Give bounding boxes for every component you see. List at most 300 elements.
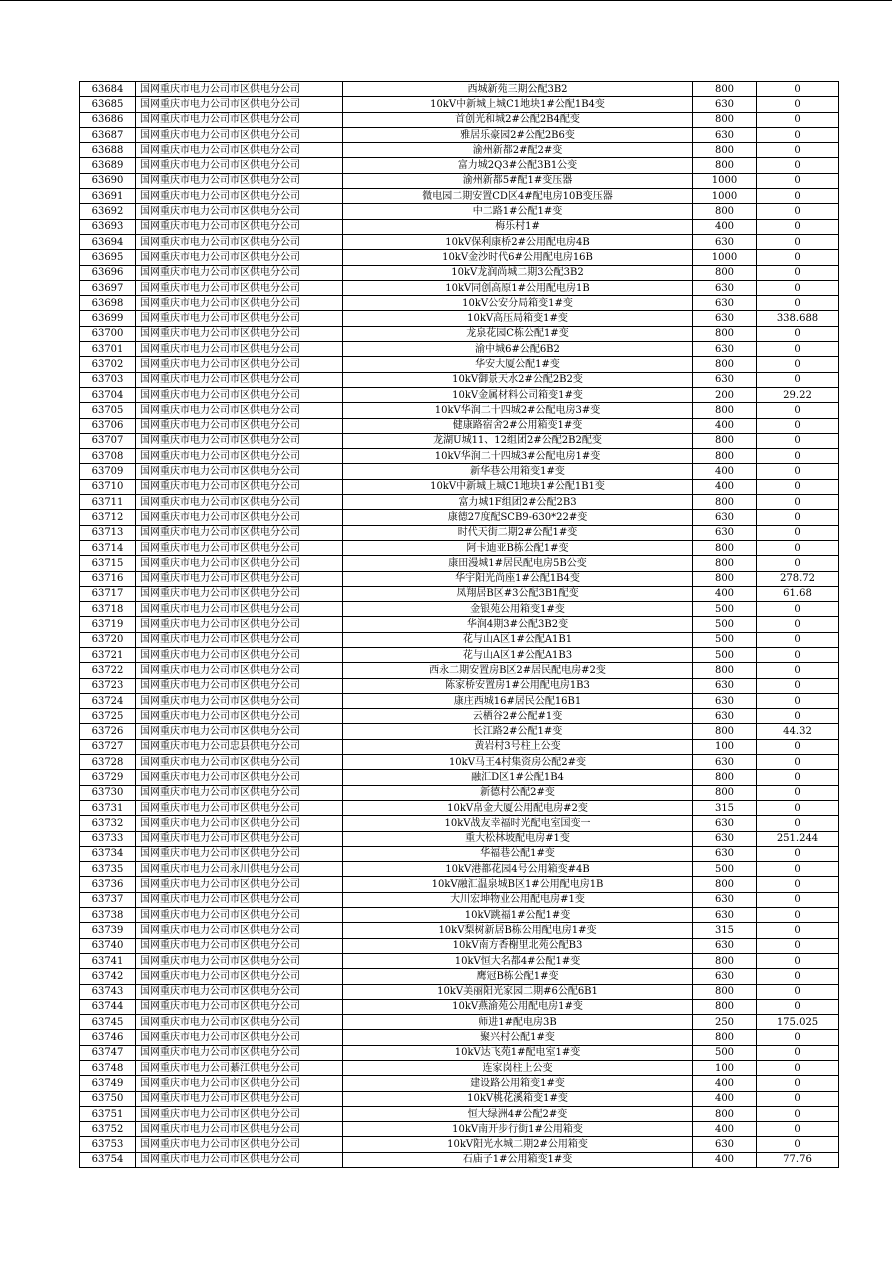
- table-row: [80, 265, 839, 280]
- table-row: [80, 785, 839, 800]
- table-row: [80, 189, 839, 204]
- row-id-cell: 63684: [80, 82, 136, 97]
- capacity-cell: 800: [693, 1030, 757, 1045]
- capacity-cell: 500: [693, 602, 757, 617]
- value-cell: 0: [757, 464, 839, 479]
- table-row: [80, 403, 839, 418]
- row-id-cell: 63686: [80, 112, 136, 127]
- company-cell: 国网重庆市电力公司市区供电分公司: [136, 663, 343, 678]
- company-cell: 国网重庆市电力公司市区供电分公司: [136, 525, 343, 540]
- table-row: [80, 1122, 839, 1137]
- station-name-cell: 富力城2Q3#公配3B1公变: [343, 158, 693, 173]
- row-id-cell: 63727: [80, 739, 136, 754]
- station-name-cell: 10kV达飞苑1#配电室1#变: [343, 1045, 693, 1060]
- row-id-cell: 63712: [80, 510, 136, 525]
- row-id-cell: 63751: [80, 1106, 136, 1121]
- capacity-cell: 800: [693, 326, 757, 341]
- table-row: [80, 862, 839, 877]
- capacity-cell: 630: [693, 1137, 757, 1152]
- value-cell: 0: [757, 296, 839, 311]
- value-cell: 0: [757, 969, 839, 984]
- company-cell: 国网重庆市电力公司市区供电分公司: [136, 1152, 343, 1167]
- company-cell: 国网重庆市电力公司市区供电分公司: [136, 800, 343, 815]
- capacity-cell: 400: [693, 586, 757, 601]
- row-id-cell: 63725: [80, 709, 136, 724]
- table-row: [80, 831, 839, 846]
- station-name-cell: 10kV同创高原1#公用配电房1B: [343, 280, 693, 295]
- company-cell: 国网重庆市电力公司市区供电分公司: [136, 693, 343, 708]
- table-row: [80, 724, 839, 739]
- value-cell: 0: [757, 189, 839, 204]
- value-cell: 0: [757, 82, 839, 97]
- company-cell: 国网重庆市电力公司市区供电分公司: [136, 1030, 343, 1045]
- station-name-cell: 10kV中新城上城C1地块1#公配1B1变: [343, 479, 693, 494]
- table-row: [80, 479, 839, 494]
- capacity-cell: 630: [693, 908, 757, 923]
- row-id-cell: 63714: [80, 540, 136, 555]
- capacity-cell: 630: [693, 311, 757, 326]
- company-cell: 国网重庆市电力公司市区供电分公司: [136, 418, 343, 433]
- company-cell: 国网重庆市电力公司市区供电分公司: [136, 892, 343, 907]
- station-name-cell: 10kV南方香榭里北苑公配B3: [343, 938, 693, 953]
- capacity-cell: 630: [693, 846, 757, 861]
- row-id-cell: 63735: [80, 862, 136, 877]
- company-cell: 国网重庆市电力公司市区供电分公司: [136, 1076, 343, 1091]
- value-cell: 29.22: [757, 387, 839, 402]
- row-id-cell: 63706: [80, 418, 136, 433]
- row-id-cell: 63697: [80, 280, 136, 295]
- capacity-cell: 250: [693, 1015, 757, 1030]
- station-name-cell: 西永二期安置房B区2#居民配电房#2变: [343, 663, 693, 678]
- value-cell: 0: [757, 938, 839, 953]
- row-id-cell: 63698: [80, 296, 136, 311]
- value-cell: 0: [757, 112, 839, 127]
- row-id-cell: 63743: [80, 984, 136, 999]
- station-name-cell: 富力城1F组团2#公配2B3: [343, 495, 693, 510]
- capacity-cell: 800: [693, 357, 757, 372]
- company-cell: 国网重庆市电力公司市区供电分公司: [136, 709, 343, 724]
- row-id-cell: 63688: [80, 143, 136, 158]
- capacity-cell: 800: [693, 540, 757, 555]
- station-name-cell: 微电园二期安置CD区4#配电房10B变压器: [343, 189, 693, 204]
- table-row: [80, 173, 839, 188]
- station-name-cell: 渝州新都2#配2#变: [343, 143, 693, 158]
- station-name-cell: 10kV梨树新居B栋公用配电房1#变: [343, 923, 693, 938]
- capacity-cell: 1000: [693, 250, 757, 265]
- row-id-cell: 63728: [80, 755, 136, 770]
- row-id-cell: 63708: [80, 449, 136, 464]
- value-cell: 0: [757, 1061, 839, 1076]
- table-row: [80, 372, 839, 387]
- company-cell: 国网重庆市电力公司綦江供电分公司: [136, 1061, 343, 1076]
- value-cell: 0: [757, 602, 839, 617]
- value-cell: 0: [757, 265, 839, 280]
- station-name-cell: 金银苑公用箱变1#变: [343, 602, 693, 617]
- row-id-cell: 63694: [80, 234, 136, 249]
- value-cell: 0: [757, 418, 839, 433]
- value-cell: 0: [757, 617, 839, 632]
- capacity-cell: 800: [693, 877, 757, 892]
- value-cell: 0: [757, 800, 839, 815]
- table-row: [80, 280, 839, 295]
- station-name-cell: 凤翔居B区#3公配3B1配变: [343, 586, 693, 601]
- company-cell: 国网重庆市电力公司市区供电分公司: [136, 326, 343, 341]
- value-cell: 0: [757, 739, 839, 754]
- capacity-cell: 630: [693, 510, 757, 525]
- station-name-cell: 师进1#配电房3B: [343, 1015, 693, 1030]
- row-id-cell: 63730: [80, 785, 136, 800]
- value-cell: 0: [757, 785, 839, 800]
- table-row: [80, 1061, 839, 1076]
- station-name-cell: 长江路2#公配1#变: [343, 724, 693, 739]
- table-row: [80, 250, 839, 265]
- company-cell: 国网重庆市电力公司市区供电分公司: [136, 984, 343, 999]
- value-cell: 0: [757, 770, 839, 785]
- value-cell: 0: [757, 1122, 839, 1137]
- station-name-cell: 10kV港都花园4号公用箱变#4B: [343, 862, 693, 877]
- company-cell: 国网重庆市电力公司市区供电分公司: [136, 250, 343, 265]
- company-cell: 国网重庆市电力公司市区供电分公司: [136, 755, 343, 770]
- capacity-cell: 500: [693, 862, 757, 877]
- capacity-cell: 400: [693, 219, 757, 234]
- value-cell: 0: [757, 1091, 839, 1106]
- station-name-cell: 鹰冠B栋公配1#变: [343, 969, 693, 984]
- table-row: [80, 800, 839, 815]
- table-row: [80, 602, 839, 617]
- table-row: [80, 556, 839, 571]
- company-cell: 国网重庆市电力公司市区供电分公司: [136, 617, 343, 632]
- row-id-cell: 63718: [80, 602, 136, 617]
- capacity-cell: 500: [693, 632, 757, 647]
- station-name-cell: 新华巷公用箱变1#变: [343, 464, 693, 479]
- station-name-cell: 云栖谷2#公配#1变: [343, 709, 693, 724]
- value-cell: 338.688: [757, 311, 839, 326]
- row-id-cell: 63738: [80, 908, 136, 923]
- row-id-cell: 63746: [80, 1030, 136, 1045]
- value-cell: 0: [757, 984, 839, 999]
- station-name-cell: 梅乐村1#: [343, 219, 693, 234]
- company-cell: 国网重庆市电力公司市区供电分公司: [136, 877, 343, 892]
- station-name-cell: 10kV御景天水2#公配2B2变: [343, 372, 693, 387]
- capacity-cell: 315: [693, 800, 757, 815]
- company-cell: 国网重庆市电力公司市区供电分公司: [136, 403, 343, 418]
- company-cell: 国网重庆市电力公司市区供电分公司: [136, 265, 343, 280]
- capacity-cell: 200: [693, 387, 757, 402]
- row-id-cell: 63723: [80, 678, 136, 693]
- capacity-cell: 630: [693, 816, 757, 831]
- company-cell: 国网重庆市电力公司市区供电分公司: [136, 372, 343, 387]
- company-cell: 国网重庆市电力公司市区供电分公司: [136, 785, 343, 800]
- top-border-line: [0, 0, 892, 1]
- value-cell: 0: [757, 372, 839, 387]
- station-name-cell: 花与山A区1#公配A1B3: [343, 647, 693, 662]
- company-cell: 国网重庆市电力公司市区供电分公司: [136, 632, 343, 647]
- table-row: [80, 525, 839, 540]
- value-cell: 0: [757, 234, 839, 249]
- company-cell: 国网重庆市电力公司市区供电分公司: [136, 1091, 343, 1106]
- capacity-cell: 800: [693, 770, 757, 785]
- value-cell: 0: [757, 525, 839, 540]
- station-name-cell: 陈家桥安置房1#公用配电房1B3: [343, 678, 693, 693]
- capacity-cell: 630: [693, 525, 757, 540]
- table-row: [80, 755, 839, 770]
- row-id-cell: 63717: [80, 586, 136, 601]
- company-cell: 国网重庆市电力公司市区供电分公司: [136, 1045, 343, 1060]
- company-cell: 国网重庆市电力公司市区供电分公司: [136, 816, 343, 831]
- table-row: [80, 311, 839, 326]
- value-cell: 0: [757, 709, 839, 724]
- value-cell: 0: [757, 693, 839, 708]
- value-cell: 175.025: [757, 1015, 839, 1030]
- capacity-cell: 800: [693, 785, 757, 800]
- row-id-cell: 63709: [80, 464, 136, 479]
- capacity-cell: 800: [693, 158, 757, 173]
- capacity-cell: 630: [693, 296, 757, 311]
- value-cell: 0: [757, 250, 839, 265]
- row-id-cell: 63693: [80, 219, 136, 234]
- row-id-cell: 63732: [80, 816, 136, 831]
- station-name-cell: 渝中城6#公配6B2: [343, 342, 693, 357]
- table-row: [80, 158, 839, 173]
- row-id-cell: 63700: [80, 326, 136, 341]
- company-cell: 国网重庆市电力公司市区供电分公司: [136, 571, 343, 586]
- company-cell: 国网重庆市电力公司忠县供电分公司: [136, 739, 343, 754]
- table-row: [80, 739, 839, 754]
- row-id-cell: 63690: [80, 173, 136, 188]
- company-cell: 国网重庆市电力公司市区供电分公司: [136, 204, 343, 219]
- table-row: [80, 969, 839, 984]
- value-cell: 0: [757, 449, 839, 464]
- station-name-cell: 西城新苑三期公配3B2: [343, 82, 693, 97]
- value-cell: 0: [757, 816, 839, 831]
- capacity-cell: 630: [693, 127, 757, 142]
- value-cell: 0: [757, 908, 839, 923]
- station-name-cell: 大川宏坤物业公用配电房#1变: [343, 892, 693, 907]
- table-row: [80, 1015, 839, 1030]
- capacity-cell: 400: [693, 418, 757, 433]
- station-name-cell: 10kV南开步行街1#公用箱变: [343, 1122, 693, 1137]
- table-row: [80, 387, 839, 402]
- capacity-cell: 800: [693, 953, 757, 968]
- station-name-cell: 石庙子1#公用箱变1#变: [343, 1152, 693, 1167]
- value-cell: 0: [757, 632, 839, 647]
- station-name-cell: 龙湖U城11、12组团2#公配2B2配变: [343, 433, 693, 448]
- table-row: [80, 234, 839, 249]
- table-row: [80, 586, 839, 601]
- row-id-cell: 63749: [80, 1076, 136, 1091]
- value-cell: 0: [757, 357, 839, 372]
- company-cell: 国网重庆市电力公司市区供电分公司: [136, 724, 343, 739]
- capacity-cell: 800: [693, 403, 757, 418]
- row-id-cell: 63707: [80, 433, 136, 448]
- row-id-cell: 63744: [80, 999, 136, 1014]
- station-name-cell: 建设路公用箱变1#变: [343, 1076, 693, 1091]
- value-cell: 0: [757, 219, 839, 234]
- station-name-cell: 中二路1#公配1#变: [343, 204, 693, 219]
- capacity-cell: 800: [693, 663, 757, 678]
- station-name-cell: 10kV桃花溪箱变1#变: [343, 1091, 693, 1106]
- station-name-cell: 融汇D区1#公配1B4: [343, 770, 693, 785]
- company-cell: 国网重庆市电力公司市区供电分公司: [136, 953, 343, 968]
- capacity-cell: 630: [693, 709, 757, 724]
- station-name-cell: 阿卡迪亚B栋公配1#变: [343, 540, 693, 555]
- row-id-cell: 63745: [80, 1015, 136, 1030]
- table-body: [80, 82, 839, 1168]
- capacity-cell: 630: [693, 342, 757, 357]
- station-name-cell: 华福巷公配1#变: [343, 846, 693, 861]
- station-name-cell: 10kV燕渝苑公用配电房1#变: [343, 999, 693, 1014]
- capacity-cell: 630: [693, 969, 757, 984]
- row-id-cell: 63734: [80, 846, 136, 861]
- station-name-cell: 华安大厦公配1#变: [343, 357, 693, 372]
- table-row: [80, 984, 839, 999]
- row-id-cell: 63704: [80, 387, 136, 402]
- table-row: [80, 357, 839, 372]
- company-cell: 国网重庆市电力公司市区供电分公司: [136, 846, 343, 861]
- company-cell: 国网重庆市电力公司市区供电分公司: [136, 923, 343, 938]
- table-row: [80, 418, 839, 433]
- capacity-cell: 800: [693, 449, 757, 464]
- company-cell: 国网重庆市电力公司市区供电分公司: [136, 556, 343, 571]
- value-cell: 0: [757, 678, 839, 693]
- station-name-cell: 聚兴村公配1#变: [343, 1030, 693, 1045]
- station-name-cell: 康田漫城1#居民配电房5B公变: [343, 556, 693, 571]
- table-row: [80, 1091, 839, 1106]
- row-id-cell: 63752: [80, 1122, 136, 1137]
- substation-table: [79, 81, 839, 1168]
- station-name-cell: 10kV金属材料公司箱变1#变: [343, 387, 693, 402]
- capacity-cell: 800: [693, 143, 757, 158]
- row-id-cell: 63726: [80, 724, 136, 739]
- company-cell: 国网重庆市电力公司市区供电分公司: [136, 908, 343, 923]
- station-name-cell: 10kV华润二十四城2#公配电房3#变: [343, 403, 693, 418]
- row-id-cell: 63754: [80, 1152, 136, 1167]
- capacity-cell: 800: [693, 112, 757, 127]
- table-row: [80, 693, 839, 708]
- table-row: [80, 112, 839, 127]
- company-cell: 国网重庆市电力公司市区供电分公司: [136, 311, 343, 326]
- row-id-cell: 63719: [80, 617, 136, 632]
- capacity-cell: 630: [693, 892, 757, 907]
- capacity-cell: 800: [693, 999, 757, 1014]
- capacity-cell: 400: [693, 1076, 757, 1091]
- company-cell: 国网重庆市电力公司市区供电分公司: [136, 831, 343, 846]
- row-id-cell: 63711: [80, 495, 136, 510]
- table-row: [80, 326, 839, 341]
- table-row: [80, 617, 839, 632]
- row-id-cell: 63692: [80, 204, 136, 219]
- row-id-cell: 63736: [80, 877, 136, 892]
- capacity-cell: 500: [693, 647, 757, 662]
- table-row: [80, 540, 839, 555]
- station-name-cell: 新德村公配2#变: [343, 785, 693, 800]
- row-id-cell: 63753: [80, 1137, 136, 1152]
- capacity-cell: 400: [693, 1122, 757, 1137]
- table-row: [80, 908, 839, 923]
- capacity-cell: 800: [693, 495, 757, 510]
- table-row: [80, 571, 839, 586]
- value-cell: 0: [757, 495, 839, 510]
- row-id-cell: 63705: [80, 403, 136, 418]
- company-cell: 国网重庆市电力公司永川供电分公司: [136, 862, 343, 877]
- capacity-cell: 630: [693, 280, 757, 295]
- table-row: [80, 892, 839, 907]
- value-cell: 0: [757, 127, 839, 142]
- station-name-cell: 康德27度配SCB9-630*22#变: [343, 510, 693, 525]
- company-cell: 国网重庆市电力公司市区供电分公司: [136, 647, 343, 662]
- company-cell: 国网重庆市电力公司市区供电分公司: [136, 969, 343, 984]
- row-id-cell: 63724: [80, 693, 136, 708]
- row-id-cell: 63739: [80, 923, 136, 938]
- table-row: [80, 82, 839, 97]
- capacity-cell: 630: [693, 755, 757, 770]
- row-id-cell: 63737: [80, 892, 136, 907]
- table-row: [80, 846, 839, 861]
- row-id-cell: 63720: [80, 632, 136, 647]
- capacity-cell: 630: [693, 97, 757, 112]
- row-id-cell: 63740: [80, 938, 136, 953]
- capacity-cell: 630: [693, 938, 757, 953]
- table-row: [80, 1152, 839, 1167]
- company-cell: 国网重庆市电力公司市区供电分公司: [136, 234, 343, 249]
- row-id-cell: 63722: [80, 663, 136, 678]
- row-id-cell: 63691: [80, 189, 136, 204]
- table-row: [80, 770, 839, 785]
- table-row: [80, 433, 839, 448]
- capacity-cell: 630: [693, 372, 757, 387]
- station-name-cell: 健康路宿舍2#公用箱变1#变: [343, 418, 693, 433]
- company-cell: 国网重庆市电力公司市区供电分公司: [136, 97, 343, 112]
- station-name-cell: 龙泉花园C栋公配1#变: [343, 326, 693, 341]
- value-cell: 0: [757, 143, 839, 158]
- company-cell: 国网重庆市电力公司市区供电分公司: [136, 219, 343, 234]
- table-row: [80, 495, 839, 510]
- company-cell: 国网重庆市电力公司市区供电分公司: [136, 127, 343, 142]
- company-cell: 国网重庆市电力公司市区供电分公司: [136, 173, 343, 188]
- station-name-cell: 10kV高压局箱变1#变: [343, 311, 693, 326]
- value-cell: 44.32: [757, 724, 839, 739]
- row-id-cell: 63729: [80, 770, 136, 785]
- table-row: [80, 999, 839, 1014]
- table-row: [80, 143, 839, 158]
- value-cell: 251.244: [757, 831, 839, 846]
- capacity-cell: 630: [693, 678, 757, 693]
- capacity-cell: 1000: [693, 189, 757, 204]
- row-id-cell: 63713: [80, 525, 136, 540]
- station-name-cell: 雅居乐豪园2#公配2B6变: [343, 127, 693, 142]
- station-name-cell: 恒大绿洲4#公配2#变: [343, 1106, 693, 1121]
- table-row: [80, 663, 839, 678]
- value-cell: 0: [757, 97, 839, 112]
- table-row: [80, 449, 839, 464]
- value-cell: 77.76: [757, 1152, 839, 1167]
- row-id-cell: 63703: [80, 372, 136, 387]
- capacity-cell: 630: [693, 234, 757, 249]
- company-cell: 国网重庆市电力公司市区供电分公司: [136, 296, 343, 311]
- row-id-cell: 63731: [80, 800, 136, 815]
- station-name-cell: 10kV跳福1#公配1#变: [343, 908, 693, 923]
- table-row: [80, 510, 839, 525]
- value-cell: 0: [757, 158, 839, 173]
- row-id-cell: 63689: [80, 158, 136, 173]
- station-name-cell: 10kV龙润尚城二期3公配3B2: [343, 265, 693, 280]
- value-cell: 0: [757, 280, 839, 295]
- table-row: [80, 1106, 839, 1121]
- company-cell: 国网重庆市电力公司市区供电分公司: [136, 357, 343, 372]
- table-row: [80, 1137, 839, 1152]
- station-name-cell: 10kV公安分局箱变1#变: [343, 296, 693, 311]
- row-id-cell: 63699: [80, 311, 136, 326]
